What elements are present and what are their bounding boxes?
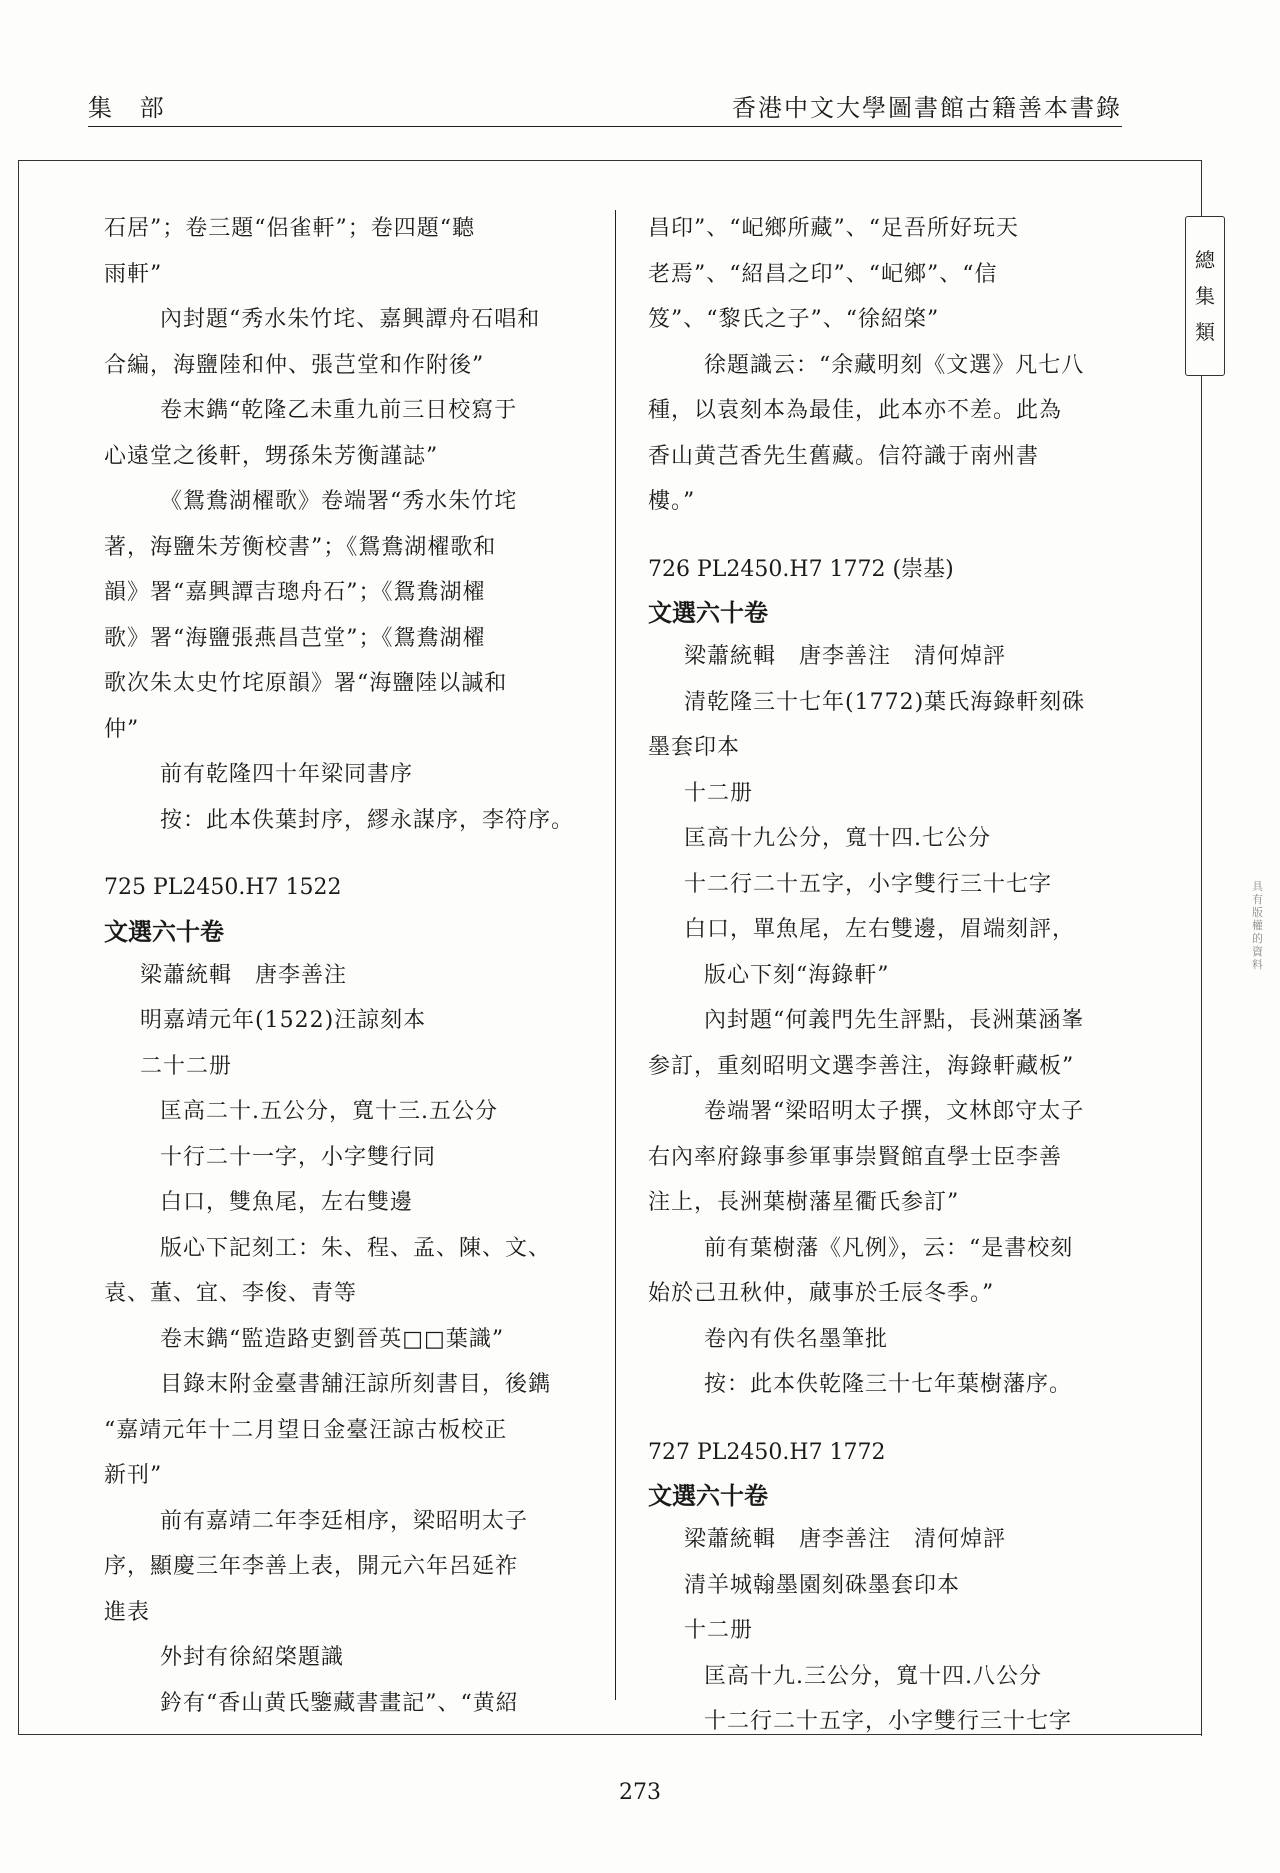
text-line: 十二行二十五字，小字雙行三十七字 [684, 871, 1053, 897]
side-tab-char-3: 類 [1195, 320, 1215, 344]
section-side-tab [1185, 216, 1225, 376]
entry-725 [104, 865, 584, 1726]
text-line: 前有葉樹藩《凡例》，云：“是書校刻 [704, 1235, 1074, 1261]
entry-726 [648, 547, 1123, 1408]
text-line: 樓。” [648, 489, 696, 514]
text-line: 版心下記刻工：朱、程、孟、陳、文、 [160, 1235, 552, 1261]
text-line: 白口，單魚尾，左右雙邊，眉端刻評， [684, 917, 1076, 942]
text-line: 右內率府錄事参軍事崇賢館直學士臣李善 [648, 1144, 1063, 1170]
copyright-watermark: 具有版權的資料 [1252, 880, 1263, 971]
text-line: 清羊城翰墨園刻硃墨套印本 [684, 1572, 961, 1598]
text-line: 版心下刻“海錄軒” [704, 962, 890, 988]
page-header-right: 香港中文大學圖書館古籍善本書錄 [732, 94, 1122, 122]
text-line: 前有乾隆四十年梁同書序 [160, 762, 414, 787]
entry-title: 文選六十卷 [648, 599, 768, 627]
right-column [648, 206, 1123, 1745]
text-line: 二十二册 [140, 1053, 233, 1079]
entry-heading: 727 PL2450.H7 1772 [648, 1439, 886, 1465]
text-line: 卷末鐫“乾隆乙未重九前三日校寫于 [160, 398, 518, 423]
text-line: “嘉靖元年十二月望日金臺汪諒古板校正 [104, 1417, 508, 1443]
text-line: 目錄末附金臺書舖汪諒所刻書目，後鐫 [160, 1372, 552, 1397]
text-line: 歌》署“海鹽張燕昌芑堂”；《鴛鴦湖櫂 [104, 625, 486, 651]
text-line: 白口，雙魚尾，左右雙邊 [160, 1190, 414, 1215]
text-line: 新刊” [104, 1463, 163, 1488]
text-line: 老焉”、“紹昌之印”、“屺鄉”、“信 [648, 261, 998, 287]
entry-title: 文選六十卷 [104, 917, 224, 946]
text-line: 参訂，重刻昭明文選李善注，海錄軒藏板” [648, 1053, 1075, 1079]
text-line: 韻》署“嘉興譚吉璁舟石”；《鴛鴦湖櫂 [104, 580, 486, 605]
text-line: 始於己丑秋仲，蕆事於壬辰冬季。” [648, 1281, 995, 1306]
text-line: 香山黄芑香先生舊藏。信符識于南州書 [648, 443, 1040, 469]
text-line: 內封題“何義門先生評點，長洲葉涵峯 [704, 1008, 1085, 1033]
text-line: 《鴛鴦湖櫂歌》卷端署“秀水朱竹垞 [160, 489, 518, 514]
text-line: 按：此本佚葉封序，繆永謀序，李符序。 [160, 807, 575, 833]
text-line: 卷末鐫“監造路吏劉晉英□□葉識” [160, 1326, 505, 1352]
column-divider [615, 210, 616, 1700]
text-line: 內封題“秀水朱竹垞、嘉興譚舟石唱和 [160, 307, 541, 332]
text-line: 種，以袁刻本為最佳，此本亦不差。此為 [648, 398, 1063, 423]
text-line: 匡高二十.五公分，寬十三.五公分 [160, 1099, 498, 1124]
text-line: 石居”；卷三題“侶雀軒”；卷四題“聽 [104, 216, 475, 241]
side-tab-char-1: 總 [1195, 248, 1215, 272]
text-line: 仲” [104, 716, 140, 742]
text-line: 梁蕭統輯 唐李善注 清何焯評 [684, 644, 1007, 669]
text-line: 梁蕭統輯 唐李善注 [140, 962, 348, 988]
entry-heading: 726 PL2450.H7 1772 (崇基) [648, 556, 954, 582]
text-line: 墨套印本 [648, 735, 741, 760]
text-line: 心遠堂之後軒，甥孫朱芳衡謹誌” [104, 443, 439, 469]
text-line: 卷內有佚名墨筆批 [704, 1326, 889, 1352]
text-line: 合編，海鹽陸和仲、張芑堂和作附後” [104, 352, 485, 378]
entry-heading: 725 PL2450.H7 1522 [104, 875, 342, 900]
page-header-left: 集 部 [88, 94, 174, 122]
text-line: 雨軒” [104, 261, 163, 287]
text-line: 序，顯慶三年李善上表，開元六年呂延祚 [104, 1554, 519, 1579]
entry-727 [648, 1430, 1123, 1745]
header-rule [88, 126, 1122, 127]
left-column [104, 206, 584, 1726]
text-line: 注上，長洲葉樹藩星衢氏参訂” [648, 1190, 960, 1215]
text-line: 歌次朱太史竹垞原韻》署“海鹽陸以諴和 [104, 671, 508, 696]
text-line: 笈”、“黎氏之子”、“徐紹棨” [648, 307, 940, 332]
text-line: 匡高十九公分，寬十四.七公分 [684, 826, 991, 851]
side-tab-char-2: 集 [1195, 284, 1215, 308]
text-line: 明嘉靖元年(1522)汪諒刻本 [140, 1008, 427, 1033]
text-line: 外封有徐紹棨題識 [160, 1645, 345, 1670]
text-line: 十行二十一字，小字雙行同 [160, 1144, 437, 1170]
text-line: 清乾隆三十七年(1772)葉氏海錄軒刻硃 [684, 689, 1086, 715]
entry-title: 文選六十卷 [648, 1482, 768, 1510]
frame-right-edge-lower [1201, 376, 1202, 1736]
text-line: 前有嘉靖二年李廷相序，梁昭明太子 [160, 1508, 529, 1534]
text-line: 十二册 [684, 1618, 754, 1643]
text-line: 按：此本佚乾隆三十七年葉樹藩序。 [704, 1372, 1073, 1397]
text-line: 十二册 [684, 780, 754, 806]
text-line: 進表 [104, 1599, 151, 1625]
page-number: 273 [619, 1780, 661, 1805]
text-line: 著，海鹽朱芳衡校書”；《鴛鴦湖櫂歌和 [104, 534, 497, 560]
text-line: 卷端署“梁昭明太子撰，文林郎守太子 [704, 1099, 1085, 1124]
text-line: 袁、董、宜、李俊、青等 [104, 1281, 358, 1306]
text-line: 徐題識云：“余藏明刻《文選》凡七八 [704, 352, 1085, 378]
text-line: 十二行二十五字，小字雙行三十七字 [704, 1709, 1073, 1734]
text-line: 鈐有“香山黄氏鑒藏書畫記”、“黄紹 [160, 1690, 519, 1716]
text-line: 昌印”、“屺鄉所藏”、“足吾所好玩天 [648, 216, 1019, 241]
text-line: 梁蕭統輯 唐李善注 清何焯評 [684, 1527, 1007, 1552]
frame-right-edge-upper [1201, 160, 1202, 216]
text-line: 匡高十九.三公分，寬十四.八公分 [704, 1663, 1042, 1689]
